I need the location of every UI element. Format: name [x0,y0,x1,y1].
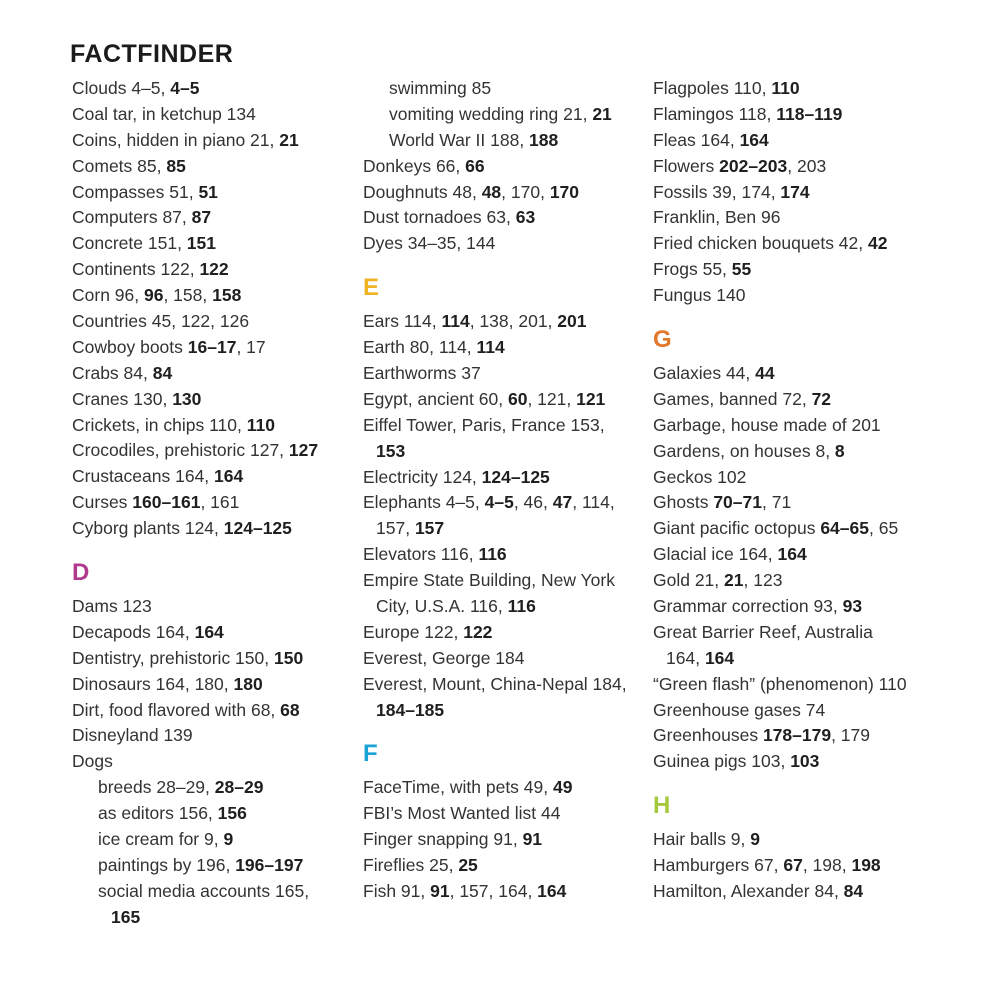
index-entry: Fleas 164, 164 [653,129,769,150]
index-entry: Great Barrier Reef, Australia [653,621,873,642]
index-entry: Doughnuts 48, 48, 170, 170 [363,181,580,202]
index-entry: FBI’s Most Wanted list 44 [363,803,561,824]
page-ref-bold: 150 [273,647,304,668]
page-ref-bold: 130 [172,388,202,409]
index-entry: Games, banned 72, 72 [653,388,832,409]
page-ref-bold: 51 [198,181,218,202]
page-ref-bold: 9 [223,829,234,850]
index-entry: Corn 96, 96, 158, 158 [72,285,242,306]
section-letter-g: G [653,326,672,354]
index-column-2 [363,76,653,905]
page-ref-bold: 184–185 [376,699,445,720]
page-ref-bold: 164 [194,621,224,642]
page-ref-bold: 114 [476,337,505,358]
index-entry: Ears 114, 114, 138, 201, 201 [363,311,587,332]
index-subentry: breeds 28–29, 28–29 [98,777,264,798]
page-ref-bold: 202–203 [719,155,788,176]
index-entry: Continents 122, 122 [72,259,229,280]
page-ref-bold: 72 [811,388,832,409]
index-subentry: ice cream for 9, 9 [98,829,234,850]
index-entry: Giant pacific octopus 64–65, 65 [653,518,899,539]
section-letter-e: E [363,274,380,302]
index-column-3 [653,76,943,905]
index-entry: Gold 21, 21, 123 [653,570,783,591]
index-entry: Flamingos 118, 118–119 [653,103,843,124]
page-ref-bold: 156 [217,803,247,824]
page-ref-bold: 47 [552,492,573,513]
index-entry: Crustaceans 164, 164 [72,466,244,487]
index-entry: Dogs [72,751,113,772]
page-ref-bold: 158 [212,285,242,306]
page-ref-bold: 48 [481,181,502,202]
index-subentry: as editors 156, 156 [98,803,247,824]
index-subentry: social media accounts 165, [98,880,310,901]
page-ref-bold: 196–197 [235,854,304,875]
page-ref-bold: 114 [441,311,470,332]
index-entry: Dirt, food flavored with 68, 68 [72,699,300,720]
page-ref-bold: 174 [780,181,810,202]
page-ref-bold: 110 [246,414,275,435]
index-entry: Countries 45, 122, 126 [72,311,250,332]
index-entry: Empire State Building, New York [363,570,615,591]
page-ref-bold: 84 [843,881,864,902]
section-letter-f: F [363,740,378,768]
index-entry: Hair balls 9, 9 [653,829,760,850]
index-entry: Eiffel Tower, Paris, France 153, [363,414,605,435]
page-ref-bold: 84 [152,362,173,383]
section-letter-d: D [72,559,90,587]
index-subentry: swimming 85 [389,78,492,98]
index-entry: Everest, Mount, China-Nepal 184, [363,673,627,694]
index-entry: Flowers 202–203, 203 [653,155,827,176]
page-ref-bold: 164 [537,881,567,902]
page-ref-bold: 49 [552,777,573,798]
index-entry: Europe 122, 122 [363,621,493,642]
index-entry-continuation [363,698,653,724]
page-ref-bold: 64–65 [820,518,869,539]
page-ref-bold: 4–5 [170,78,200,98]
page-ref-bold: 70–71 [713,492,762,513]
index-subentry: World War II 188, 188 [389,129,559,150]
index-entry-continuation: 157, 157 [376,518,445,539]
index-entry: Galaxies 44, 44 [653,363,775,384]
index-entry: Garbage, house made of 201 [653,414,881,435]
index-entry: Earthworms 37 [363,363,481,384]
page-ref-bold: 55 [731,259,752,280]
page-ref-bold: 121 [576,388,606,409]
index-entry: Greenhouse gases 74 [653,699,826,720]
index-entry: Everest, George 184 [363,647,525,668]
index-entry: Dams 123 [72,596,152,617]
index-entry: Fungus 140 [653,285,746,306]
page-ref-bold: 164 [704,647,735,668]
page-ref-bold: 180 [233,673,263,694]
page-ref-bold: 21 [724,570,744,591]
page-ref-bold: 21 [279,129,299,150]
page-ref-bold: 60 [507,388,528,409]
page-ref-bold: 164 [777,544,807,565]
page-ref-bold: 151 [186,233,216,254]
index-entry: Coal tar, in ketchup 134 [72,103,256,124]
index-entry: Cranes 130, 130 [72,388,202,409]
page-ref-bold: 164 [739,129,769,150]
index-entry: Grammar correction 93, 93 [653,596,863,617]
index-entry: Fossils 39, 174, 174 [653,181,810,202]
page-ref-bold: 67 [783,855,803,876]
index-entry: Ghosts 70–71, 71 [653,492,792,513]
page-ref-bold: 42 [868,233,888,254]
index-entry: Crabs 84, 84 [72,362,173,383]
index-entry: Electricity 124, 124–125 [363,466,550,487]
page-ref-bold: 178–179 [762,725,832,746]
index-entry: Fried chicken bouquets 42, 42 [653,233,888,254]
index-entry: Frogs 55, 55 [653,259,752,280]
index-entry: Gardens, on houses 8, 8 [653,440,845,461]
index-subentry: paintings by 196, 196–197 [98,854,304,875]
page-ref-bold: 16–17 [187,336,237,357]
index-entry: Elephants 4–5, 4–5, 46, 47, 114, [363,492,615,513]
page-ref-bold: 165 [111,906,141,927]
index-column-1 [72,76,362,931]
page-ref-bold: 96 [143,285,164,306]
page-ref-bold: 25 [458,855,478,876]
index-entry: “Green flash” (phenomenon) 110 [653,673,907,694]
index-entry: Fish 91, 91, 157, 164, 164 [363,881,567,902]
page-ref-bold: 127 [288,440,319,461]
page-ref-bold: 122 [199,259,229,280]
page-ref-bold: 85 [166,155,186,176]
index-entry: Fireflies 25, 25 [363,855,478,876]
page-ref-bold: 164 [214,466,244,487]
index-entry: Glacial ice 164, 164 [653,544,807,565]
page-ref-bold: 188 [529,129,559,150]
index-entry: Coins, hidden in piano 21, 21 [72,129,299,150]
page-ref-bold: 93 [842,596,863,617]
index-entry: Franklin, Ben 96 [653,207,781,228]
index-entry: Greenhouses 178–179, 179 [653,725,871,746]
index-entry: Hamburgers 67, 67, 198, 198 [653,855,881,876]
index-entry: Disneyland 139 [72,725,193,746]
index-entry: Donkeys 66, 66 [363,155,485,176]
index-entry: Egypt, ancient 60, 60, 121, 121 [363,388,606,409]
index-entry-continuation: City, U.S.A. 116, 116 [376,596,536,617]
page-ref-bold: 157 [414,518,445,539]
page-ref-bold: 4–5 [484,492,514,513]
page-ref-bold: 68 [280,699,300,720]
index-entry: FaceTime, with pets 49, 49 [363,777,573,798]
index-entry: Finger snapping 91, 91 [363,829,543,850]
index-entry-continuation [72,905,362,931]
index-entry: Dyes 34–35, 144 [363,233,496,254]
page-ref-bold: 28–29 [214,777,264,798]
page-ref-bold: 9 [750,829,760,850]
page-ref-bold: 91 [430,881,450,902]
section-letter-h: H [653,792,671,820]
page-header [70,34,233,64]
page-ref-bold: 8 [834,440,845,461]
index-entry: Crocodiles, prehistoric 127, 127 [72,440,319,461]
page-ref-bold: 21 [592,103,612,124]
page-ref-bold: 124–125 [223,518,292,539]
index-entry-continuation [363,439,653,465]
page-title: FACTFINDER [70,40,234,64]
page-ref-bold: 160–161 [132,492,201,513]
index-entry: Crickets, in chips 110, 110 [72,414,275,435]
index-entry: Dust tornadoes 63, 63 [363,207,536,228]
page-ref-bold: 153 [376,440,406,461]
page-ref-bold: 170 [549,181,580,202]
index-entry: Curses 160–161, 161 [72,492,240,513]
index-entry: Geckos 102 [653,466,747,487]
index-entry: Flagpoles 110, 110 [653,78,800,98]
index-entry: Decapods 164, 164 [72,621,224,642]
page-ref-bold: 116 [507,596,536,617]
page-ref-bold: 87 [191,207,212,228]
page-ref-bold: 116 [478,544,507,565]
index-entry: Cowboy boots 16–17, 17 [72,336,266,357]
index-subentry: vomiting wedding ring 21, 21 [389,103,612,124]
index-entry: Cyborg plants 124, 124–125 [72,518,292,539]
page-ref-bold: 91 [522,829,543,850]
page-ref-bold: 63 [515,207,536,228]
index-entry: Hamilton, Alexander 84, 84 [653,881,864,902]
page-ref-bold: 198 [851,855,881,876]
index-entry: Computers 87, 87 [72,207,212,228]
index-entry: Compasses 51, 51 [72,181,218,202]
index-entry: Earth 80, 114, 114 [363,337,505,358]
page-ref-bold: 118–119 [776,103,843,124]
page-ref-bold: 122 [463,621,493,642]
page-ref-bold: 103 [790,751,820,772]
page-ref-bold: 110 [771,78,800,98]
index-entry: Clouds 4–5, 4–5 [72,78,200,98]
index-entry: Comets 85, 85 [72,155,186,176]
page-ref-bold: 201 [557,311,587,332]
index-entry: Concrete 151, 151 [72,233,216,254]
index-entry-continuation: 164, 164 [666,647,735,668]
index-entry: Guinea pigs 103, 103 [653,751,820,772]
page-ref-bold: 124–125 [481,466,550,487]
page-ref-bold: 44 [755,363,775,384]
page-ref-bold: 66 [465,155,485,176]
index-entry: Elevators 116, 116 [363,544,507,565]
index-entry: Dentistry, prehistoric 150, 150 [72,647,304,668]
index-entry: Dinosaurs 164, 180, 180 [72,673,263,694]
